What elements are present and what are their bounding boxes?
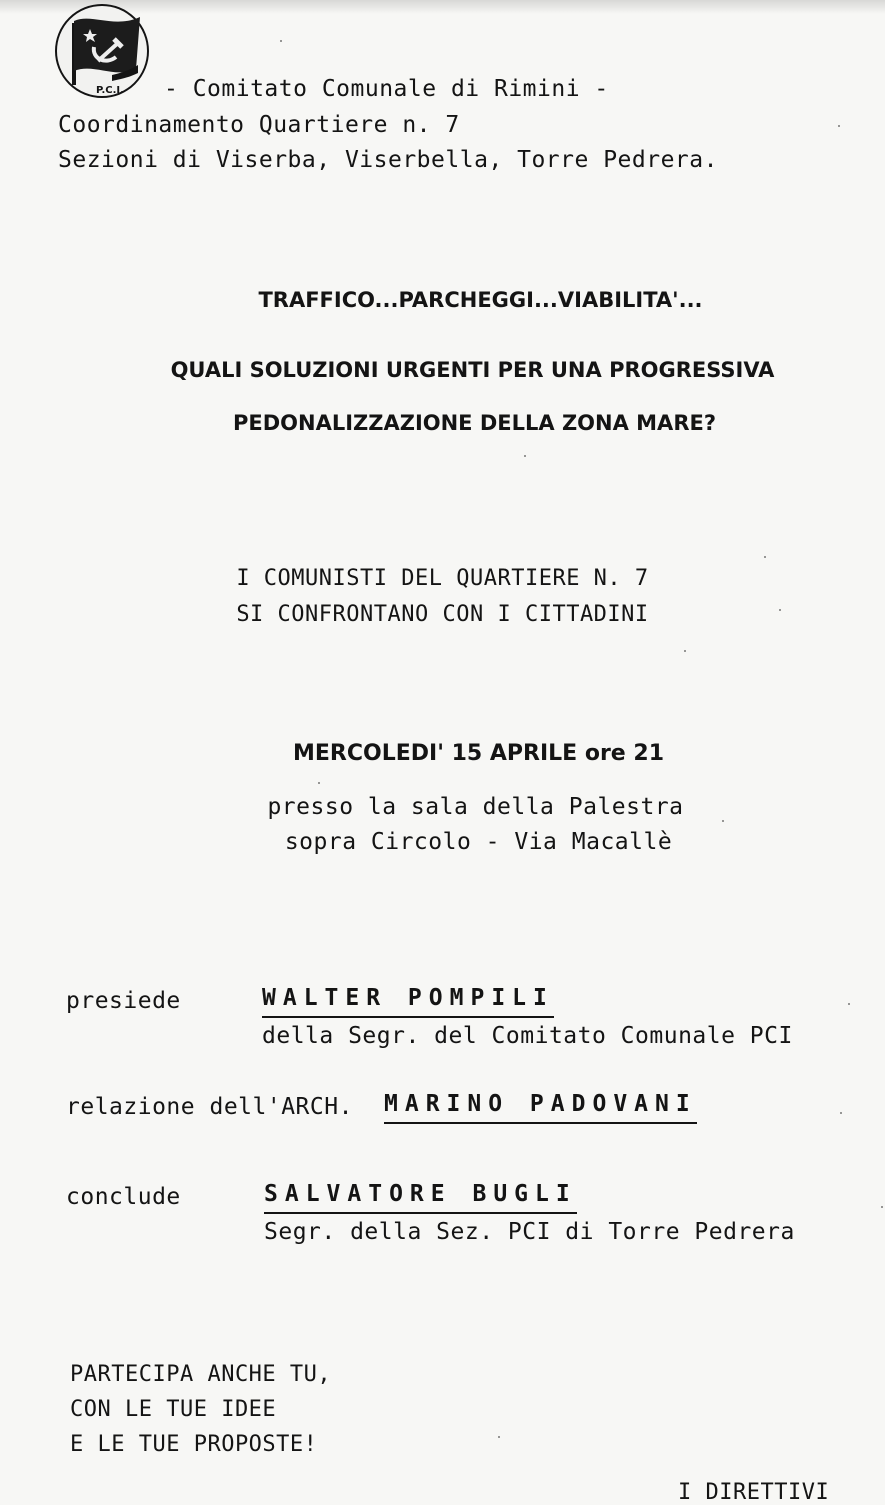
paper-speck: [684, 650, 686, 652]
report-name: MARINO PADOVANI: [384, 1093, 697, 1124]
event-venue-2: sopra Circolo - Via Macallè: [284, 829, 673, 855]
cta-line-3: E LE TUE PROPOSTE!: [70, 1432, 318, 1457]
intro-line-1: I COMUNISTI DEL QUARTIERE N. 7: [236, 566, 649, 591]
event-date: MERCOLEDI' 15 APRILE ore 21: [292, 741, 664, 766]
closing-title: Segr. della Sez. PCI di Torre Pedrera: [264, 1219, 795, 1245]
paper-speck: [840, 1112, 842, 1114]
signature: I DIRETTIVI: [678, 1480, 830, 1505]
logo-text: P.C.I.: [96, 85, 124, 96]
hammer-sickle-flag-icon: [52, 3, 154, 103]
headline-question-2: PEDONALIZZAZIONE DELLA ZONA MARE?: [232, 411, 717, 435]
paper-speck: [722, 820, 724, 822]
closing-name: SALVATORE BUGLI: [264, 1183, 577, 1214]
cta-line-1: PARTECIPA ANCHE TU,: [70, 1362, 332, 1387]
paper-speck: [838, 125, 840, 127]
paper-speck: [764, 556, 766, 558]
paper-speck: [848, 1003, 850, 1005]
intro-line-2: SI CONFRONTANO CON I CITTADINI: [236, 602, 649, 627]
chair-name: WALTER POMPILI: [262, 987, 554, 1018]
header-committee: - Comitato Comunale di Rimini -: [164, 76, 609, 102]
chair-title: della Segr. del Comitato Comunale PCI: [262, 1023, 793, 1049]
paper-speck: [498, 1436, 500, 1438]
paper-speck: [280, 40, 282, 42]
chair-role: presiede: [66, 988, 181, 1014]
headline-topics: TRAFFICO...PARCHEGGI...VIABILITA'...: [258, 288, 703, 312]
pci-logo: [52, 3, 154, 103]
paper-speck: [524, 455, 526, 457]
paper-speck: [881, 1206, 883, 1208]
headline-question-1: QUALI SOLUZIONI URGENTI PER UNA PROGRESSIVA: [170, 358, 775, 382]
paper-speck: [318, 782, 320, 784]
event-venue-1: presso la sala della Palestra: [267, 794, 684, 820]
header-coordination: Coordinamento Quartiere n. 7: [58, 112, 460, 138]
closing-role: conclude: [66, 1184, 181, 1210]
header-sections: Sezioni di Viserba, Viserbella, Torre Pedrera.: [58, 147, 718, 173]
report-role: relazione dell'ARCH.: [66, 1094, 353, 1120]
cta-line-2: CON LE TUE IDEE: [70, 1397, 277, 1422]
paper-speck: [779, 609, 781, 611]
